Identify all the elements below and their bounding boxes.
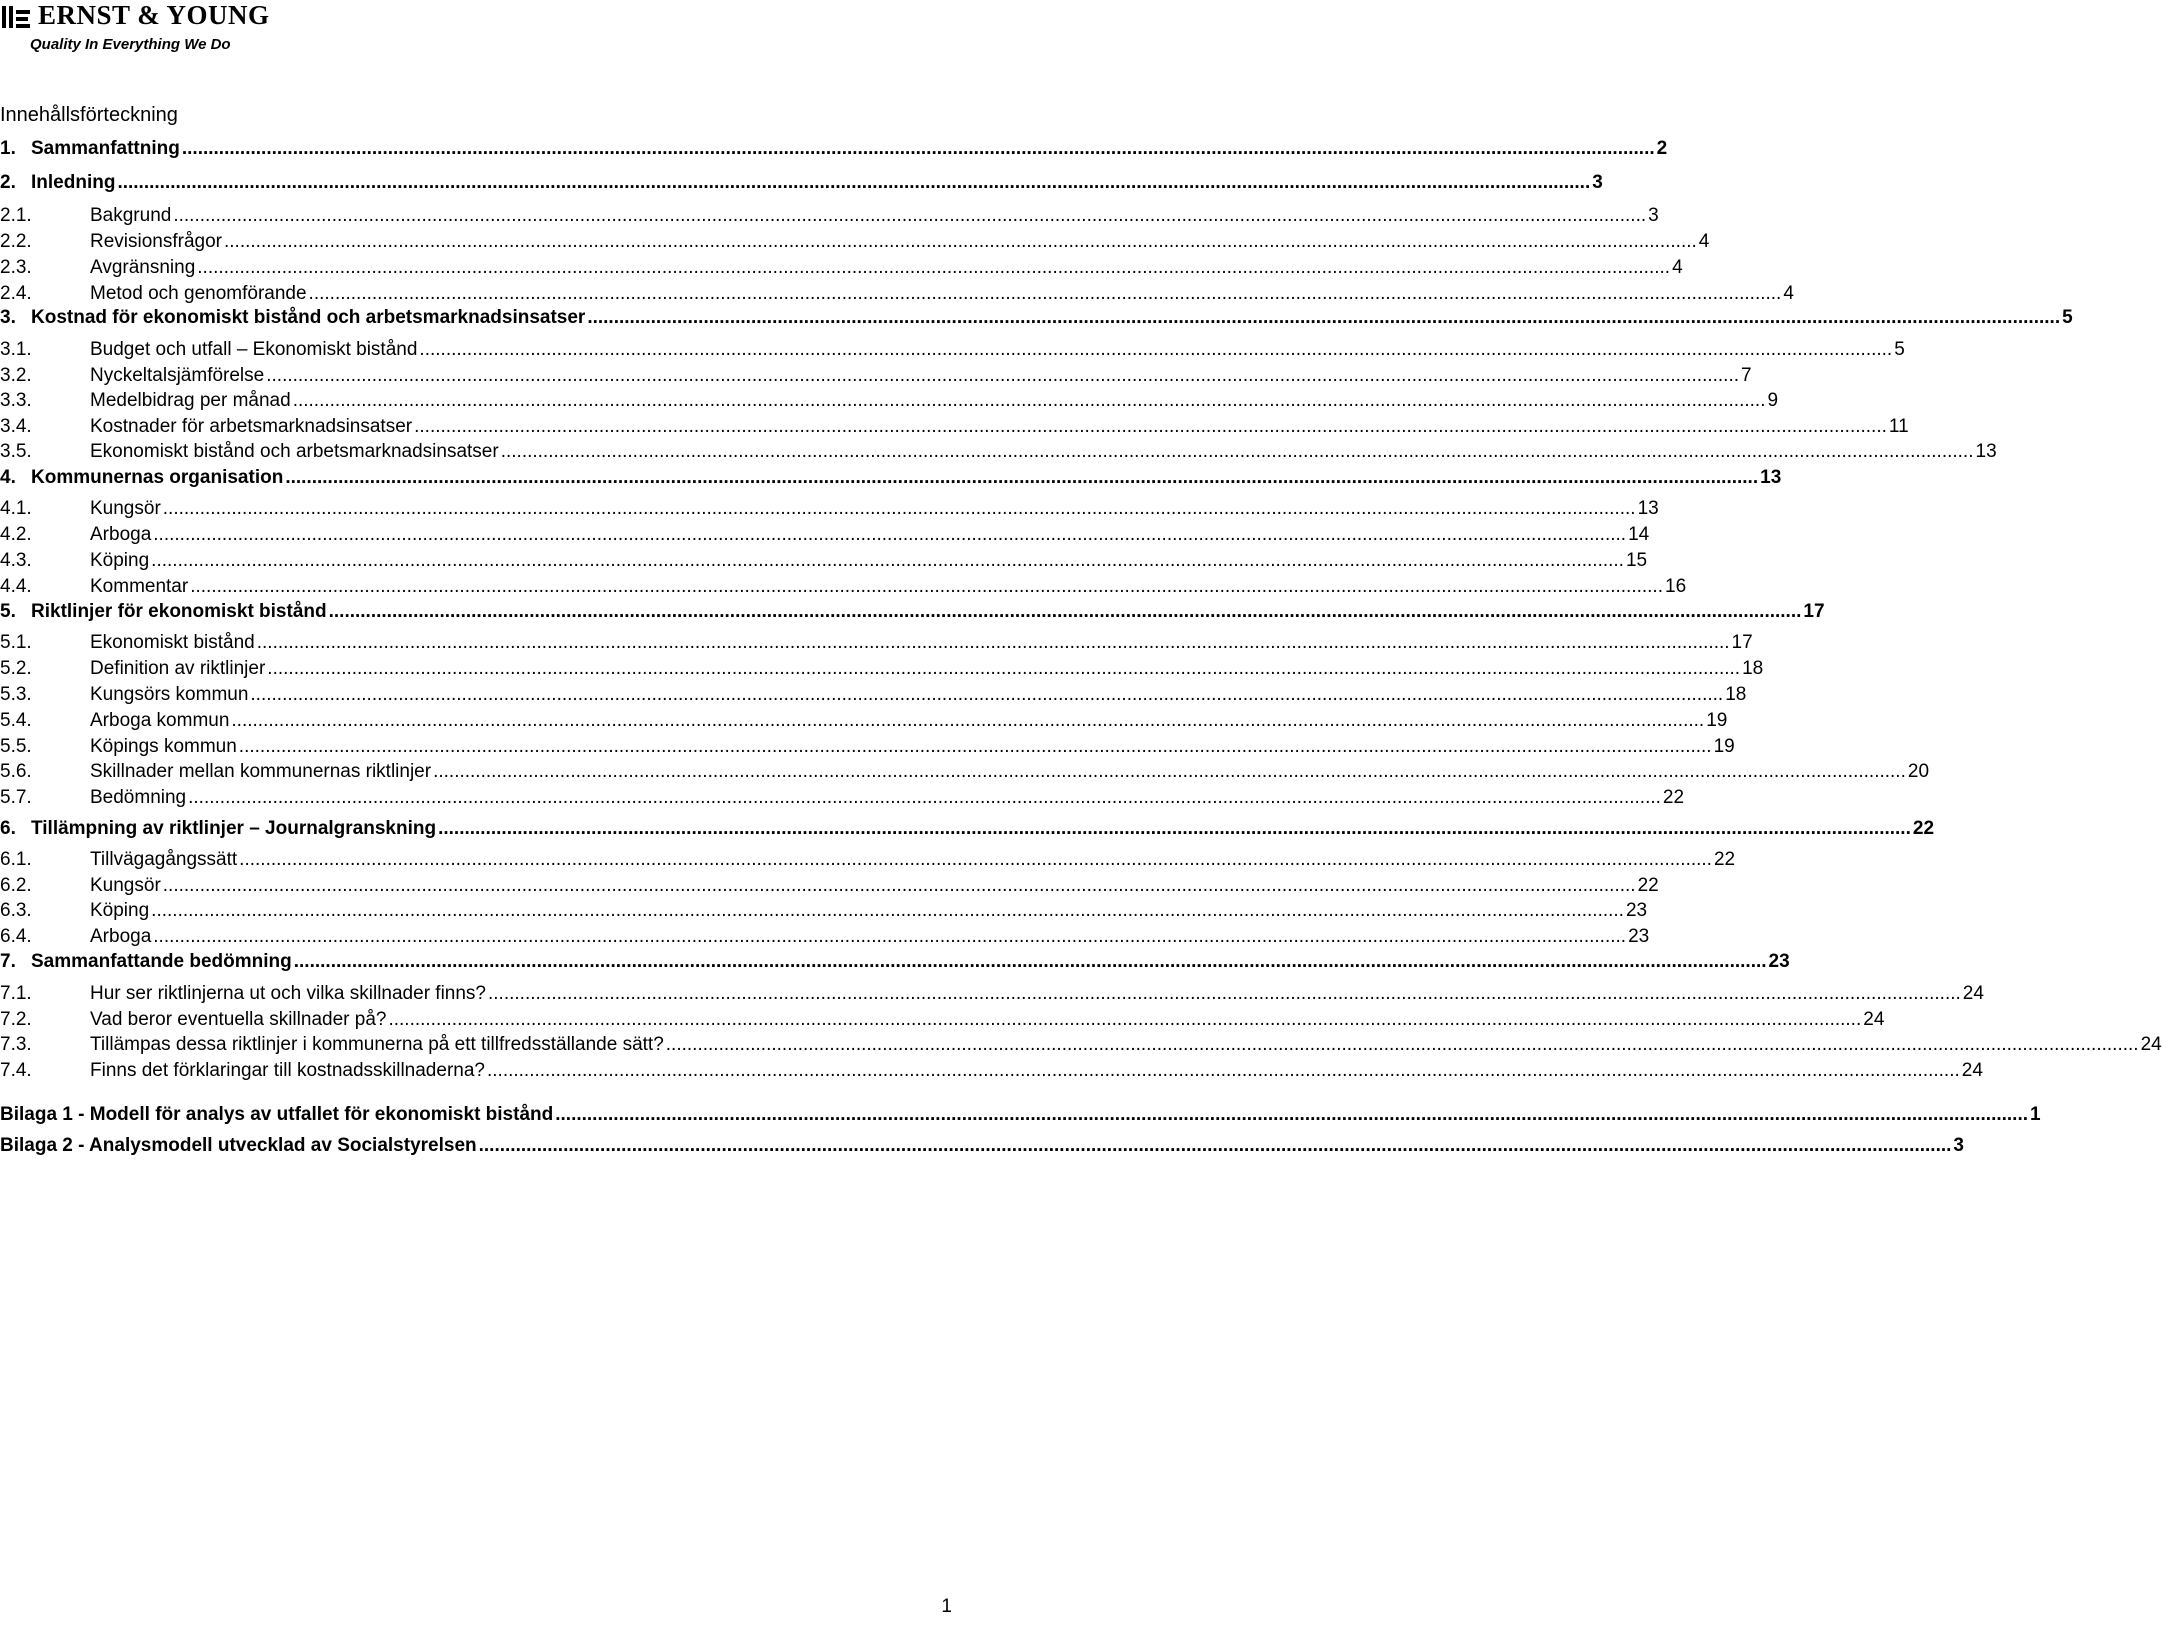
toc-entry[interactable] [0,437,1997,463]
toc-entry-title: Definition av riktlinjer [90,658,266,679]
toc-dot-leader [153,524,1626,546]
toc-entry[interactable] [0,871,1659,897]
toc-entry-page: 19 [1706,710,1728,731]
toc-dot-leader [153,926,1626,948]
toc-entry-number: 5.2. [0,658,32,679]
toc-dot-leader [479,1135,1952,1157]
toc-entry-page: 24 [1863,1009,1885,1030]
toc-entry[interactable] [0,494,1659,520]
toc-entry[interactable] [0,654,1764,680]
toc-entry-title: Tillämpas dessa riktlinjer i kommunerna på ett tillfredsställande sätt? [90,1034,664,1055]
toc-entry-number: 5.7. [0,787,32,808]
toc-entry-page: 3 [1648,205,1659,226]
toc-entry[interactable] [0,572,1687,598]
toc-dot-leader [266,365,1739,387]
toc-entry-number: 3.3. [0,390,32,411]
toc-entry-page: 3 [1953,1135,1964,1156]
toc-entry-title: Kungsör [90,498,161,519]
toc-entry-number: 2. [0,172,16,193]
toc-entry-title: Tillvägagångssätt [90,849,238,870]
toc-entry-number: 3.5. [0,441,32,462]
toc-entry-page: 24 [1961,1060,1983,1081]
toc-dot-leader [163,875,1636,897]
toc-entry-title: Revisionsfrågor [90,231,222,252]
toc-entry-page: 22 [1912,818,1935,839]
toc-entry-page: 7 [1741,365,1752,386]
toc-entry-number: 6.4. [0,926,32,947]
toc-entry[interactable] [0,279,1794,305]
toc-entry[interactable] [0,628,1753,654]
company-logo [0,0,270,60]
toc-entry-page: 15 [1625,550,1648,571]
toc-entry-title: Sammanfattning [31,138,180,159]
toc-entry[interactable] [0,783,1685,809]
toc-dot-leader [197,257,1670,279]
toc-entry-title: Köping [90,550,150,571]
toc-entry-number: 3.4. [0,416,32,437]
toc-dot-leader [267,658,1740,680]
toc-entry-number: 6.2. [0,875,32,896]
toc-entry-page: 5 [2062,307,2073,328]
toc-entry-title: Köpings kommun [90,736,237,757]
toc-entry-number: 4.3. [0,550,32,571]
toc-entry-title: Metod och genomförande [90,283,307,304]
toc-entry[interactable] [0,757,1930,783]
toc-dot-leader [388,1009,1861,1031]
toc-entry-title: Ekonomiskt bistånd och arbetsmarknadsinsatser [90,441,499,462]
toc-dot-leader [173,205,1646,227]
toc-dot-leader [163,498,1636,520]
toc-entry-title: Riktlinjer för ekonomiskt bistånd [31,601,327,622]
toc-dot-leader [239,849,1712,871]
toc-entry[interactable] [0,520,1650,546]
toc-entry-title: Vad beror eventuella skillnader på? [90,1009,387,1030]
toc-entry-page: 17 [1731,632,1753,653]
toc-entry-number: 5.5. [0,736,32,757]
toc-entry-page: 4 [1672,257,1683,278]
toc-entry-number: 4.4. [0,576,32,597]
toc-entry-page: 23 [1625,900,1648,921]
toc-dot-leader [117,172,1590,194]
toc-entry-title: Köping [90,900,150,921]
toc-entry-page: 17 [1803,601,1825,622]
toc-entry[interactable] [0,134,1668,160]
toc-entry[interactable] [0,412,1909,438]
toc-entry-number: 5.4. [0,710,32,731]
toc-entry-title: Bilaga 2 - Analysmodell utvecklad av Socialstyrelsen [0,1135,477,1156]
toc-entry-number: 5.6. [0,761,32,782]
toc-entry[interactable] [0,546,1648,572]
toc-dot-leader [666,1034,2139,1056]
toc-dot-leader [250,684,1723,706]
toc-dot-leader [329,601,1802,623]
toc-dot-leader [151,900,1624,922]
toc-entry-page: 22 [1713,849,1736,870]
toc-entry-page: 5 [1894,339,1905,360]
toc-entry-number: 6.3. [0,900,32,921]
toc-entry[interactable] [0,361,1752,387]
toc-entry-page: 4 [1783,283,1794,304]
toc-entry[interactable] [0,597,1825,623]
toc-entry-number: 4.2. [0,524,32,545]
toc-entry-number: 5.1. [0,632,32,653]
toc-dot-leader [231,710,1704,732]
toc-entry-number: 7.2. [0,1009,32,1030]
toc-entry-page: 24 [2140,1034,2162,1055]
toc-entry-number: 7. [0,951,16,972]
toc-entry-page: 11 [1888,416,1909,437]
toc-entry[interactable] [0,1056,1983,1082]
toc-entry-number: 7.1. [0,983,32,1004]
toc-dot-leader [501,441,1974,463]
toc-entry-number: 3. [0,307,16,328]
toc-entry[interactable] [0,463,1782,489]
toc-entry-page: 2 [1656,138,1668,159]
toc-entry-number: 5.3. [0,684,32,705]
toc-entry-page: 13 [1975,441,1997,462]
toc-entry-page: 23 [1768,951,1790,972]
toc-entry[interactable] [0,947,1790,973]
toc-entry-title: Avgränsning [90,257,196,278]
toc-entry[interactable] [0,201,1659,227]
toc-entry[interactable] [0,814,1935,840]
toc-entry[interactable] [0,706,1728,732]
toc-dot-leader [487,1060,1960,1082]
toc-entry-number: 4.1. [0,498,32,519]
toc-entry[interactable] [0,680,1747,706]
toc-entry-page: 24 [1962,983,1984,1004]
toc-entry-page: 13 [1637,498,1659,519]
toc-entry-page: 3 [1592,172,1603,193]
toc-entry-title: Arboga [90,524,152,545]
toc-dot-leader [555,1104,2028,1126]
toc-entry-title: Kommunernas organisation [31,467,284,488]
toc-entry-title: Finns det förklaringar till kostnadsskillnaderna? [90,1060,485,1081]
toc-dot-leader [224,231,1697,253]
toc-entry[interactable] [0,896,1648,922]
toc-entry-page: 20 [1907,761,1930,782]
toc-dot-leader [433,761,1906,783]
toc-entry-number: 7.4. [0,1060,32,1081]
toc-entry-page: 22 [1662,787,1685,808]
toc-entry-number: 4. [0,467,16,488]
toc-entry[interactable] [0,386,1779,412]
toc-entry[interactable] [0,1030,2162,1056]
toc-entry[interactable] [0,1005,1885,1031]
toc-entry-title: Bilaga 1 - Modell för analys av utfallet för ekonomiskt bistånd [0,1104,554,1125]
toc-entry-title: Hur ser riktlinjerna ut och vilka skillnader finns? [90,983,486,1004]
toc-dot-leader [188,787,1661,809]
toc-dot-leader [293,390,1766,412]
toc-entry-page: 22 [1637,875,1659,896]
toc-entry-page: 9 [1767,390,1779,411]
toc-entry-title: Bedömning [90,787,187,808]
toc-entry[interactable] [0,1100,2041,1126]
toc-heading: Innehållsförteckning [0,104,178,126]
toc-entry[interactable] [0,168,1603,194]
toc-dot-leader [414,416,1887,438]
toc-entry-title: Kostnad för ekonomiskt bistånd och arbetsmarknadsinsatser [31,307,586,328]
toc-dot-leader [587,307,2060,329]
toc-entry[interactable] [0,845,1736,871]
toc-dot-leader [257,632,1730,654]
toc-entry-page: 4 [1698,231,1710,252]
toc-entry-page: 13 [1760,467,1782,488]
toc-entry-page: 18 [1742,658,1764,679]
toc-dot-leader [182,138,1655,160]
toc-entry-number: 3.1. [0,339,32,360]
toc-entry-title: Medelbidrag per månad [90,390,291,411]
toc-entry-title: Kungsörs kommun [90,684,249,705]
toc-entry-title: Inledning [31,172,116,193]
toc-entry-number: 1. [0,138,16,159]
toc-dot-leader [190,576,1663,598]
toc-entry-number: 3.2. [0,365,32,386]
toc-entry[interactable] [0,1131,1964,1157]
toc-entry[interactable] [0,732,1735,758]
toc-entry-number: 6.1. [0,849,32,870]
toc-entry-page: 18 [1725,684,1747,705]
toc-entry-title: Arboga [90,926,152,947]
toc-entry-page: 1 [2030,1104,2041,1125]
toc-entry-title: Ekonomiskt bistånd [90,632,255,653]
ernst-young-logo-mark-icon [2,4,32,30]
toc-dot-leader [285,467,1758,489]
toc-entry[interactable] [0,227,1710,253]
toc-dot-leader [239,736,1712,758]
toc-entry-number: 7.3. [0,1034,32,1055]
toc-entry-page: 16 [1665,576,1687,597]
toc-entry-title: Budget och utfall – Ekonomiskt bistånd [90,339,418,360]
toc-dot-leader [419,339,1892,361]
page-number: 1 [941,1596,952,1617]
toc-entry-title: Kungsör [90,875,161,896]
toc-entry-number: 2.1. [0,205,32,226]
toc-entry-title: Tillämpning av riktlinjer – Journalgranskning [31,818,437,839]
toc-entry-page: 14 [1628,524,1650,545]
company-tagline: Quality In Everything We Do [30,36,231,53]
toc-entry-number: 2.3. [0,257,32,278]
toc-entry[interactable] [0,979,1984,1005]
company-name: ERNST & YOUNG [38,0,270,30]
toc-entry[interactable] [0,253,1683,279]
toc-entry[interactable] [0,922,1650,948]
toc-entry-number: 2.4. [0,283,32,304]
toc-dot-leader [488,983,1961,1005]
toc-dot-leader [438,818,1911,840]
toc-entry-page: 19 [1713,736,1735,757]
toc-dot-leader [294,951,1767,973]
toc-entry-page: 23 [1628,926,1650,947]
toc-entry-title: Kommentar [90,576,189,597]
toc-entry-number: 2.2. [0,231,32,252]
toc-entry-title: Sammanfattande bedömning [31,951,292,972]
toc-dot-leader [151,550,1624,572]
toc-entry[interactable] [0,303,2073,329]
toc-entry-number: 6. [0,818,16,839]
toc-entry-title: Kostnader för arbetsmarknadsinsatser [90,416,413,437]
toc-entry[interactable] [0,335,1905,361]
toc-entry-title: Bakgrund [90,205,172,226]
toc-entry-title: Nyckeltalsjämförelse [90,365,265,386]
toc-dot-leader [309,283,1782,305]
toc-entry-title: Arboga kommun [90,710,230,731]
toc-entry-number: 5. [0,601,16,622]
toc-entry-title: Skillnader mellan kommunernas riktlinjer [90,761,432,782]
